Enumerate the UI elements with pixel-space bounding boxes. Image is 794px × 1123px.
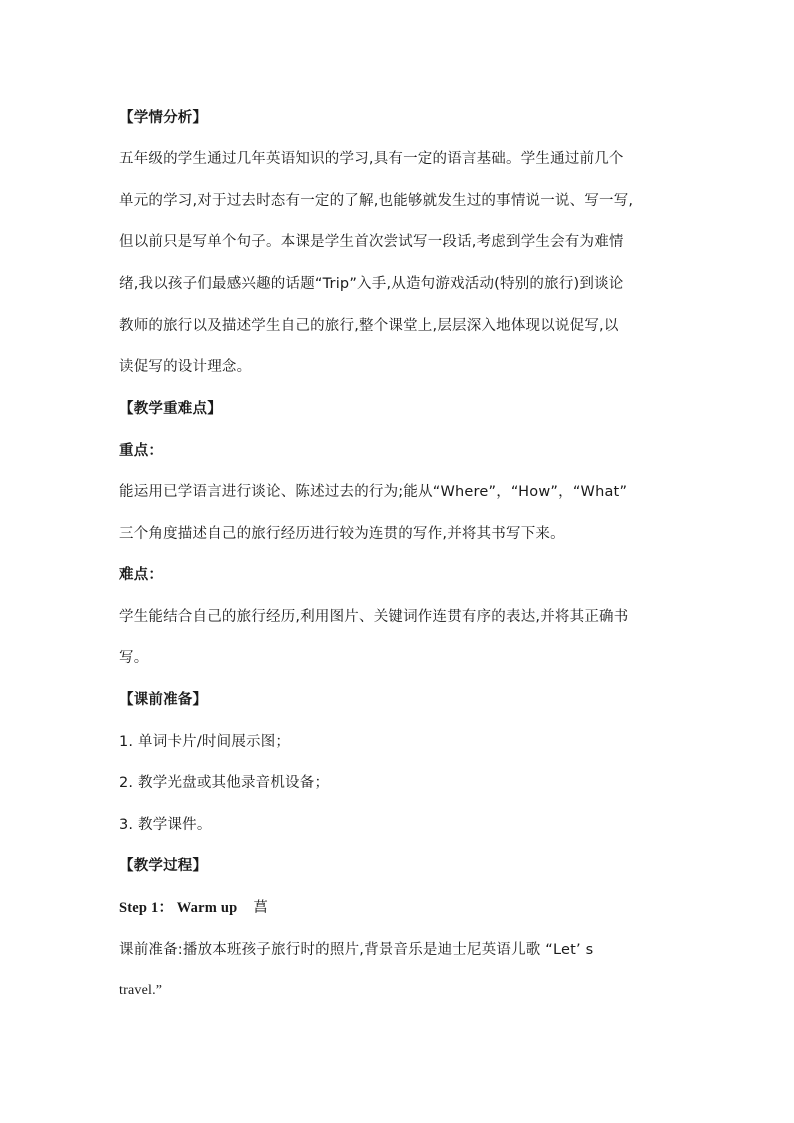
section-heading-difficulties: 【教学重难点】 (119, 401, 222, 417)
key-points-line-1: 能运用已学语言进行谈论、陈述过去的行为;能从“Where”，“How”，“What” (119, 484, 628, 500)
preparation-item-1: 1. 单词卡片/时间展示图； (119, 734, 291, 750)
key-points-line-2: 三个角度描述自己的旅行经历进行较为连贯的写作,并将其书写下来。 (119, 526, 565, 542)
section-heading-preparation: 【课前准备】 (119, 692, 208, 708)
analysis-line-3: 但以前只是写单个句子。本课是学生首次尝试写一段话,考虑到学生会有为难情 (119, 234, 624, 250)
analysis-line-4: 绪,我以孩子们最感兴趣的话题“Trip”入手,从造句游戏活动(特别的旅行)到谈论 (119, 276, 624, 292)
analysis-line-5: 教师的旅行以及描述学生自己的旅行,整个课堂上,层层深入地体现以说促写,以 (119, 318, 619, 334)
key-points-label: 重点： (119, 443, 164, 459)
analysis-line-1: 五年级的学生通过几年英语知识的学习,具有一定的语言基础。学生通过前几个 (119, 151, 624, 167)
difficult-points-line-2: 写。 (119, 650, 149, 666)
preparation-item-2: 2. 教学光盘或其他录音机设备； (119, 775, 330, 791)
step-1-line-1: 课前准备:播放本班孩子旅行时的照片,背景音乐是迪士尼英语儿歌 “Let’ s (119, 942, 594, 958)
analysis-line-2: 单元的学习,对于过去时态有一定的了解,也能够就发生过的事情说一说、写一写, (119, 193, 634, 209)
section-heading-process: 【教学过程】 (119, 858, 208, 874)
difficult-points-label: 难点： (119, 567, 164, 583)
step-1-heading (119, 898, 268, 918)
step-1-glyph: 菖 (253, 900, 269, 916)
step-1-label: Step 1： Warm up (119, 900, 238, 916)
step-1-line-2: travel.” (119, 983, 163, 998)
section-heading-analysis: 【学情分析】 (119, 110, 208, 126)
analysis-line-6: 读促写的设计理念。 (119, 359, 252, 375)
difficult-points-line-1: 学生能结合自己的旅行经历,利用图片、关键词作连贯有序的表达,并将其正确书 (119, 609, 629, 625)
preparation-item-3: 3. 教学课件。 (119, 817, 212, 833)
